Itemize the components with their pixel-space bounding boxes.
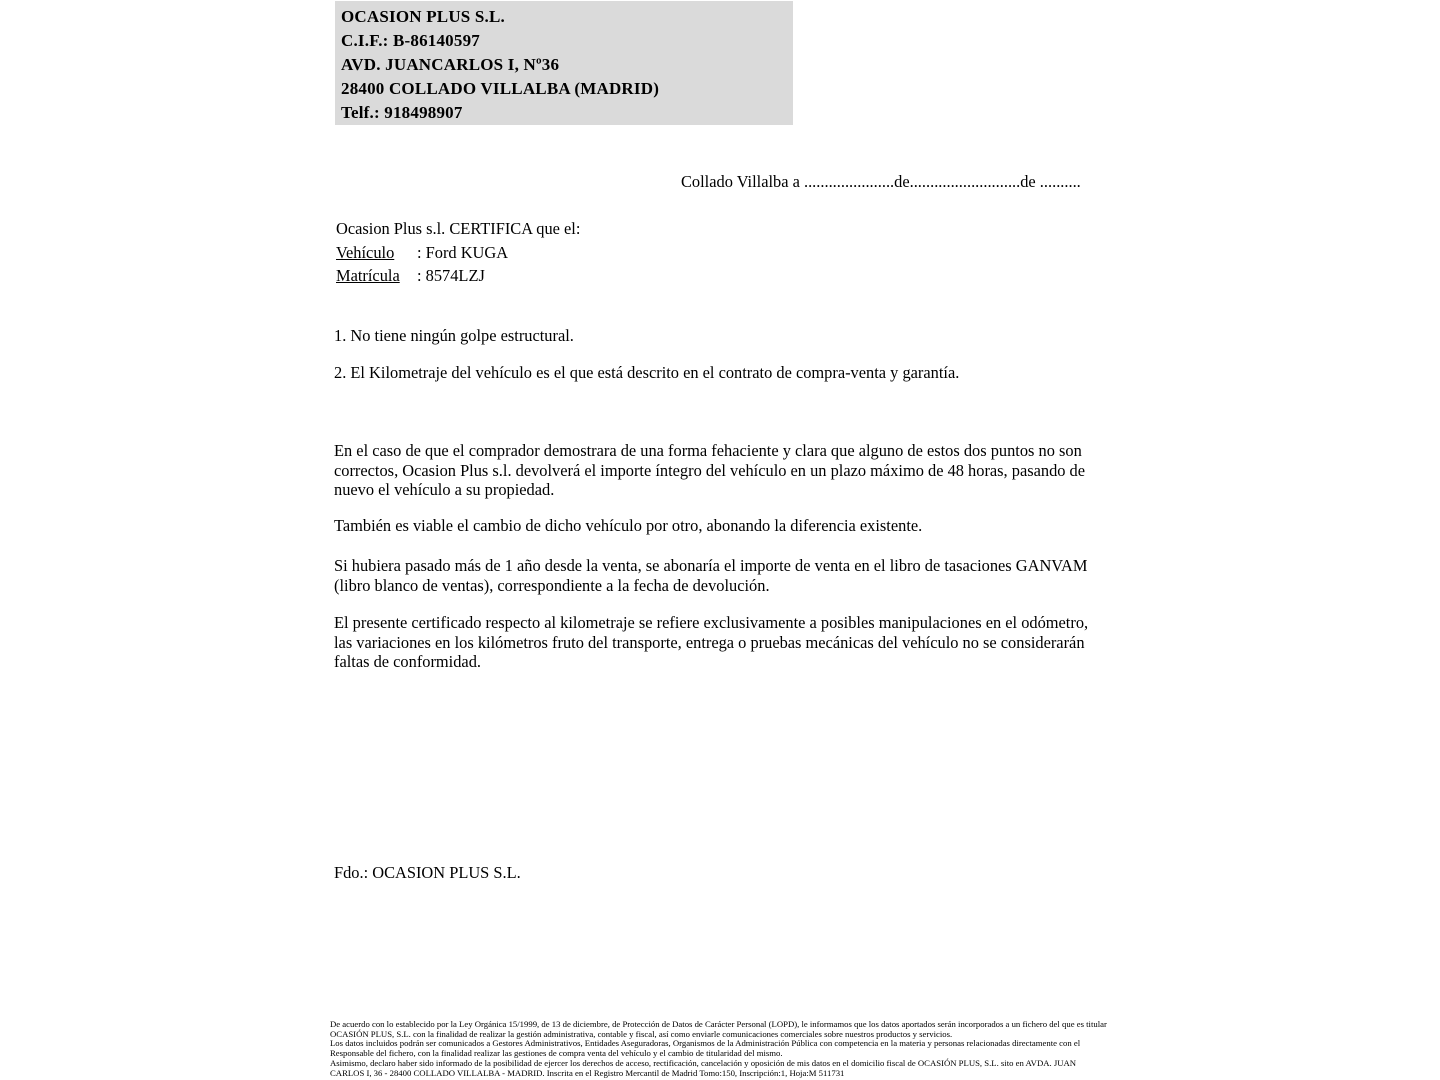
date-line: Collado Villalba a ......................de...........................de .......... [681,172,1081,191]
odometer-paragraph: El presente certificado respecto al kilometraje se refiere exclusivamente a posibles manipulaciones en el odómetro, las variaciones en los kilómetros fruto del transporte, entrega o pruebas mecánicas del vehículo no se considerarán faltas de conformidad. [334,613,1089,672]
certification-intro: Ocasion Plus s.l. CERTIFICA que el: [336,219,581,238]
exchange-paragraph: También es viable el cambio de dicho vehículo por otro, abonando la diferencia existente. [334,516,923,535]
company-address: AVD. JUANCARLOS I, Nº36 [341,55,560,74]
legal-line-2: OCASIÓN PLUS, S.L. con la finalidad de realizar la gestión administrativa, contable y fiscal, así como enviarle comunicaciones comerciales sobre nuestros productos y servicios. [330,1028,953,1039]
company-cif: C.I.F.: B-86140597 [341,31,480,50]
legal-line-3: Los datos incluidos podrán ser comunicados a Gestores Administrativos, Entidades Aseguradoras, Organismos de la Administración Pública con competencia en la materia y personas relacionadas directamente con el [330,1038,1081,1049]
legal-line-6: CARLOS I, 36 - 28400 COLLADO VILLALBA - MADRID. Inscrita en el Registro Mercantil de Madrid Tomo:150, Inscripción:1, Hoja:M 511731 [330,1067,845,1078]
vehicle-value: : Ford KUGA [417,242,509,262]
legal-line-1: De acuerdo con lo establecido por la Ley Orgánica 15/1999, de 13 de diciembre, de Protección de Datos de Carácter Personal (LOPD), le informamos que los datos aportados serán incorporados a un fichero del que es titular [330,1019,1107,1029]
company-phone: Telf.: 918498907 [341,103,463,122]
company-city: 28400 COLLADO VILLALBA (MADRID) [341,79,660,98]
legal-line-5: Asimismo, declaro haber sido informado de la posibilidad de ejercer los derechos de acceso, rectificación, cancelación y oposición de mis datos en el domicilio fiscal de OCASIÓN PLUS, S.L. sito en AVDA. JUAN [330,1057,1077,1068]
legal-footer [330,1020,1107,1078]
ganvam-paragraph: Si hubiera pasado más de 1 año desde la venta, se abonaría el importe de venta en el libro de tasaciones GANVAM (libro blanco de ventas), correspondiente a la fecha de devolución. [334,556,1088,595]
signature-line: Fdo.: OCASION PLUS S.L. [334,863,521,882]
certification-block [336,217,580,288]
refund-paragraph: En el caso de que el comprador demostrara de una forma fehaciente y clara que alguno de estos dos puntos no son correctos, Ocasion Plus s.l. devolverá el importe íntegro del vehículo en un plazo máximo de 48 horas, pasando de nuevo el vehículo a su propiedad. [334,441,1086,500]
certified-point-1: 1. No tiene ningún golpe estructural. [334,326,574,345]
legal-line-4: Responsable del fichero, con la finalidad realizar las gestiones de compra venta del vehículo y el cambio de titularidad del mismo. [330,1048,783,1059]
plate-value: : 8574LZJ [417,266,485,286]
plate-label: Matrícula [336,266,400,286]
certified-point-2: 2. El Kilometraje del vehículo es el que está descrito en el contrato de compra-venta y garantía. [334,363,960,382]
plate-field [336,264,580,288]
company-name: OCASION PLUS S.L. [341,7,505,26]
vehicle-field [336,241,580,265]
vehicle-label: Vehículo [336,242,395,262]
company-header-box [335,1,793,125]
